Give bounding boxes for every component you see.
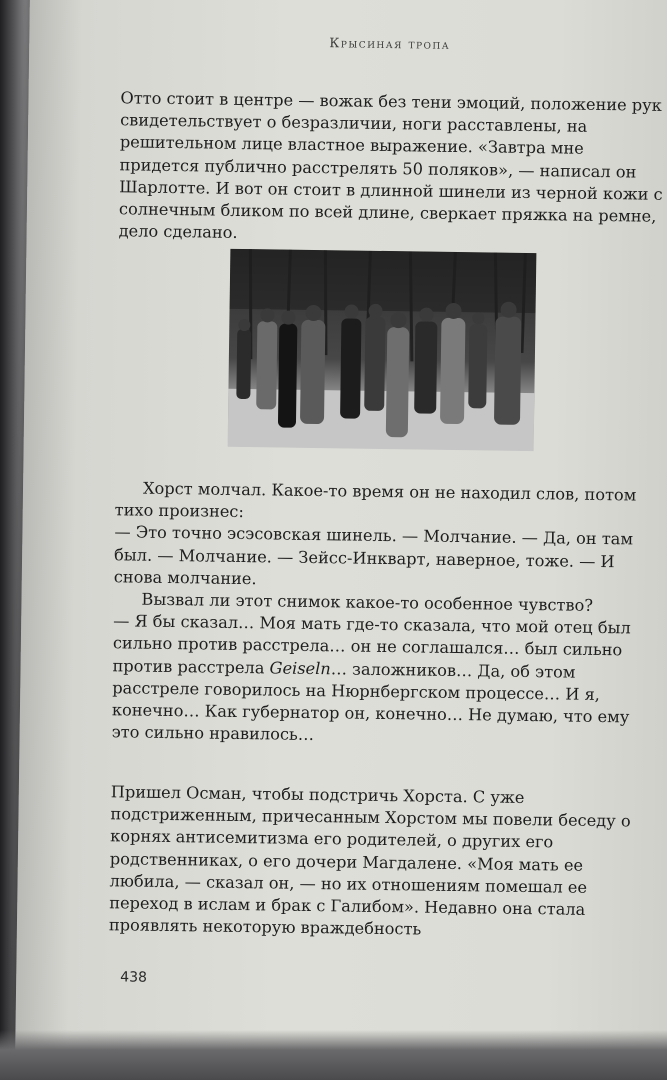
paragraph-dialogue-coat: — Это точно эсэсовская шинель. — Молчание. — Да, он там был. — Молчание. — Зейсс-Инкварт, наверное, тоже. — И снова молчание.	[113, 522, 634, 589]
paragraph-question: Вызвал ли этот снимок какое-то особенное чувство?	[141, 589, 594, 615]
text-block-bottom	[109, 781, 659, 944]
page-number: 438	[120, 969, 148, 986]
text-block-top	[118, 87, 667, 250]
paragraph-osman: Пришел Осман, чтобы подстричь Хорста. С уже подстриженным, причесанным Хорстом мы повели беседу о корнях антисемитизма его родителей, о других его родственниках, о его дочери Магдалене. «Моя мать ее любила, — сказал он, — но их отношениям помешал ее переход в ислам и брак с Галибом». Недавно она стала проявлять некоторую враждебность	[108, 782, 631, 939]
bottom-edge-shadow	[0, 1030, 667, 1080]
historical-photo	[228, 249, 537, 451]
paragraph-otto: Отто стоит в центре — вожак без тени эмоций, положение рук свидетельствует о безразличии, ноги расставлены, на решительном лице властное выражение. «Завтра мне придется публично расстрелять 50 поляков», — написал он Шарлотте. И вот он стоит в длинной шинели из черной кожи с солнечным бликом по всей длине, сверкает пряжка на ремне, дело сделано.	[118, 88, 663, 243]
paragraph-dialogue-mother	[111, 610, 661, 751]
dialogue-mother-part1: — Я бы сказал… Моя мать где-то сказала, что мой отец был сильно против расстрела… он не соглашался… был сильно против расстрела	[112, 611, 631, 678]
dialogue-mother-german-word: Geiseln	[269, 658, 331, 678]
paragraph-horst-silent: Хорст молчал. Какое-то время он не находил слов, потом тихо произнес:	[114, 478, 637, 522]
dialogue-mother-part2: … заложников… Да, об этом расстреле говорилось на Нюрнбергском процессе… И я, конечно… Как губернатор он, конечно… Не думаю, что ему это сильно нравилось…	[111, 658, 630, 745]
running-head: Крысиная тропа	[329, 36, 451, 53]
book-page	[15, 0, 667, 1059]
text-block-middle	[111, 477, 663, 751]
